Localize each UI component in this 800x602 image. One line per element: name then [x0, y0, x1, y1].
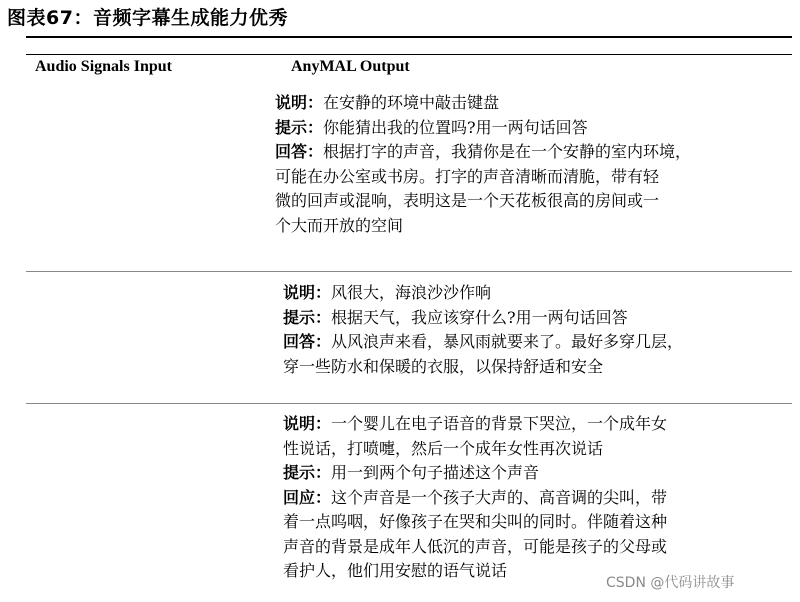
prompt-label: 提示： [283, 463, 332, 482]
answer-line: 穿一些防水和保暖的衣服，以保持舒适和安全 [283, 356, 604, 376]
answer-line: 着一点呜咽，好像孩子在哭和尖叫的同时。伴随着这种 [283, 512, 668, 531]
description-label: 说明： [275, 93, 324, 112]
row-divider [26, 403, 792, 404]
description-line [275, 91, 795, 116]
csdn-watermark: CSDN @代码讲故事 [606, 575, 735, 591]
prompt-text: 你能猜出我的位置吗?用一两句话回答 [323, 117, 588, 137]
table-header-rule [26, 54, 792, 55]
answer-line [275, 140, 795, 165]
prompt-line [283, 461, 795, 486]
description-text: 一个婴儿在电子语音的背景下哭泣，一个成年女 [331, 414, 668, 433]
table-top-rule [26, 36, 792, 38]
audio-waveform-keyboard [50, 99, 242, 139]
output-row-wind-waves [283, 281, 795, 379]
column-header-anymal-output: AnyMAL Output [291, 58, 410, 75]
output-row-keyboard [275, 91, 795, 238]
row-divider [26, 271, 792, 272]
answer-line: 微的回声或混响，表明这是一个天花板很高的房间或一 [275, 191, 660, 210]
description-line: 性说话，打喷嚏，然后一个成年女性再次说话 [283, 438, 604, 458]
prompt-text: 用一到两个句子描述这个声音 [331, 463, 540, 482]
output-row-baby-crying [283, 412, 795, 584]
answer-line [283, 330, 795, 355]
prompt-text: 根据天气，我应该穿什么?用一两句话回答 [331, 307, 628, 327]
description-text: 风很大，海浪沙沙作响 [331, 283, 492, 302]
answer-label: 回答： [275, 142, 324, 161]
figure-title: 图表67：音频字幕生成能力优秀 [7, 7, 288, 29]
answer-line: 声音的背景是成年人低沉的声音，可能是孩子的父母或 [283, 536, 668, 556]
answer-line [283, 486, 795, 511]
answer-text: 根据打字的声音，我猜你是在一个安静的室内环境， [323, 142, 692, 161]
prompt-line [275, 116, 795, 141]
prompt-label: 提示： [275, 117, 324, 137]
description-line [283, 281, 795, 306]
column-header-audio-input: Audio Signals Input [35, 58, 172, 75]
prompt-label: 提示： [283, 307, 332, 327]
answer-line: 个大而开放的空间 [275, 215, 404, 235]
answer-line: 可能在办公室或书房。打字的声音清晰而清脆，带有轻 [275, 166, 660, 186]
answer-label: 回答： [283, 332, 332, 351]
description-text: 在安静的环境中敲击键盘 [323, 93, 500, 112]
answer-text: 从风浪声来看，暴风雨就要来了。最好多穿几层， [331, 332, 684, 351]
description-label: 说明： [283, 283, 332, 302]
audio-waveform-baby-crying [50, 415, 242, 493]
answer-line: 看护人，他们用安慰的语气说话 [283, 561, 508, 580]
audio-waveform-wind-waves [50, 282, 242, 370]
answer-text: 这个声音是一个孩子大声的、高音调的尖叫，带 [331, 487, 668, 507]
description-line [283, 412, 795, 437]
prompt-line [283, 306, 795, 331]
answer-label: 回应： [283, 487, 332, 507]
description-label: 说明： [283, 414, 332, 433]
